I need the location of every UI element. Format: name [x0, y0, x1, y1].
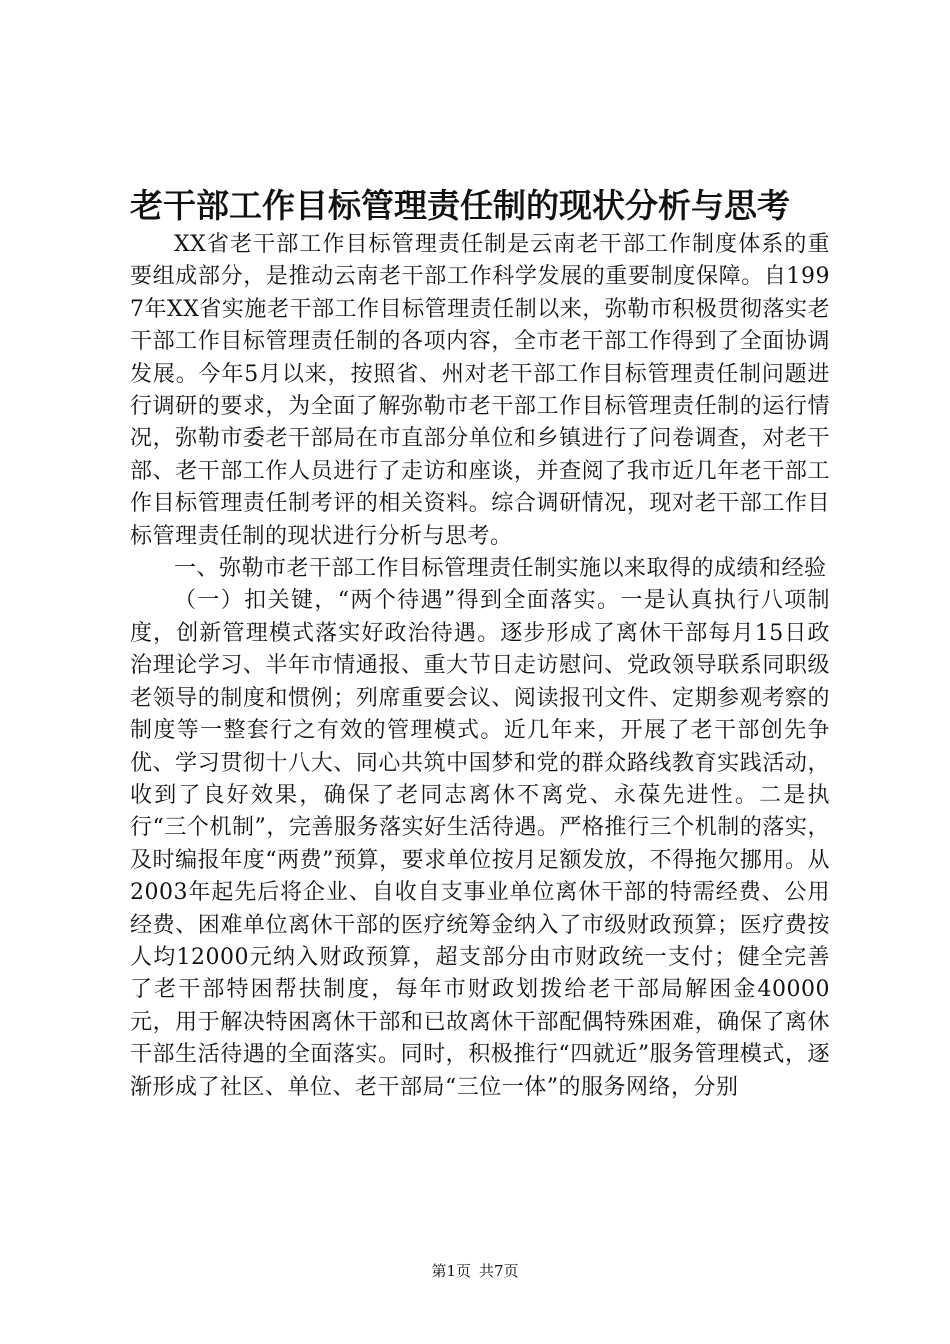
page-footer	[0, 1261, 950, 1281]
document-body	[130, 229, 830, 1104]
page-number: 第1页	[431, 1262, 471, 1280]
document-title: 老干部工作目标管理责任制的现状分析与思考	[130, 186, 790, 225]
paragraph-section-1: （一）扣关键，“两个待遇”得到全面落实。一是认真执行八项制度，创新管理模式落实好政治待遇。逐步形成了离休干部每月15日政治理论学习、半年市情通报、重大节日走访慰问、党政领导联系同职级老领导的制度和惯例；列席重要会议、阅读报刊文件、定期参观考察的制度等一整套行之有效的管理模式。近几年来，开展了老干部创先争优、学习贯彻十八大、同心共筑中国梦和党的群众路线教育实践活动，收到了良好效果，确保了老同志离休不离党、永葆先进性。二是执行“三个机制”，完善服务落实好生活待遇。严格推行三个机制的落实，及时编报年度“两费”预算，要求单位按月足额发放，不得拖欠挪用。从2003年起先后将企业、自收自支事业单位离休干部的特需经费、公用经费、困难单位离休干部的医疗统筹金纳入了市级财政预算；医疗费按人均12000元纳入财政预算，超支部分由市财政统一支付；健全完善了老干部特困帮扶制度，每年市财政划拨给老干部局解困金40000元，用于解决特困离休干部和已故离休干部配偶特殊困难，确保了离休干部生活待遇的全面落实。同时，积极推行“四就近”服务管理模式，逐渐形成了社区、单位、老干部局“三位一体”的服务网络，分别	[130, 588, 830, 1100]
paragraph-intro: XX省老干部工作目标管理责任制是云南老干部工作制度体系的重要组成部分，是推动云南老干部工作科学发展的重要制度保障。自1997年XX省实施老干部工作目标管理责任制以来，弥勒市积极贯彻落实老干部工作目标管理责任制的各项内容，全市老干部工作得到了全面协调发展。今年5月以来，按照省、州对老干部工作目标管理责任制问题进行调研的要求，为全面了解弥勒市老干部工作目标管理责任制的运行情况，弥勒市委老干部局在市直部分单位和乡镇进行了问卷调查，对老干部、老干部工作人员进行了走访和座谈，并查阅了我市近几年老干部工作目标管理责任制考评的相关资料。综合调研情况，现对老干部工作目标管理责任制的现状进行分析与思考。	[130, 232, 830, 549]
page-total: 共7页	[479, 1262, 519, 1280]
section-heading: 一、弥勒市老干部工作目标管理责任制实施以来取得的成绩和经验	[174, 556, 827, 582]
